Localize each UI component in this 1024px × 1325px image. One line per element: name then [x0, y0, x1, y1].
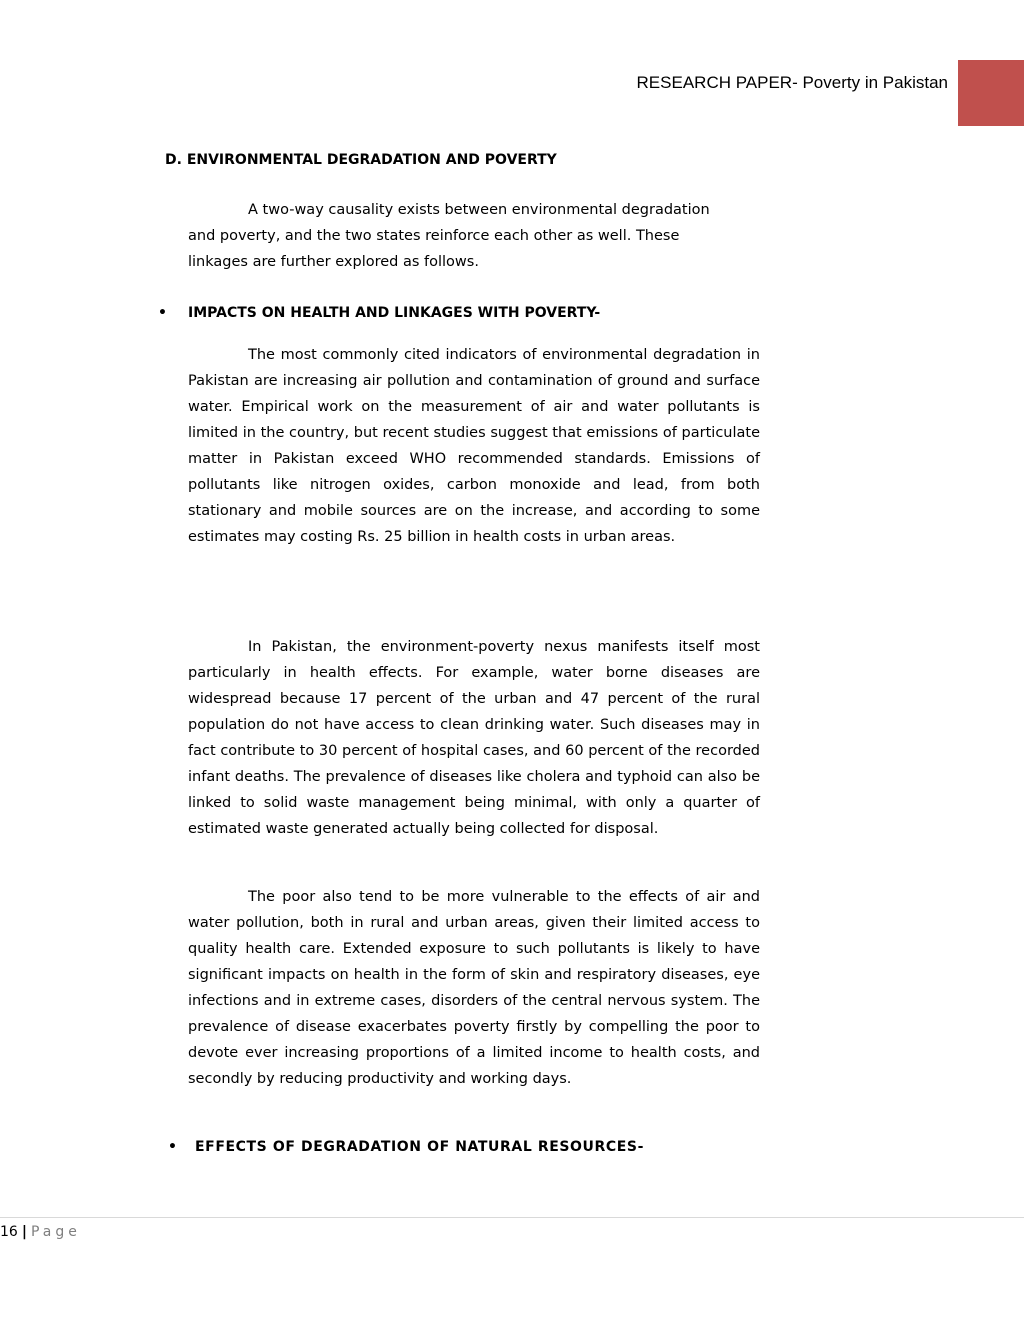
- bullet-label: IMPACTS ON HEALTH AND LINKAGES WITH POVERTY-: [188, 305, 601, 321]
- section-heading: D. ENVIRONMENTAL DEGRADATION AND POVERTY: [165, 152, 557, 168]
- footer-separator: |: [21, 1224, 27, 1240]
- header-title: RESEARCH PAPER- Poverty in Pakistan: [636, 73, 948, 92]
- body-paragraph: In Pakistan, the environment-poverty nexus manifests itself most particularly in health effects. For example, water borne diseases are widespread because 17 percent of the urban and 47 percent of the rural population do not have access to clean drinking water. Such diseases may in fact contribute to 30 percent of hospital cases, and 60 percent of the recorded infant deaths. The prevalence of diseases like cholera and typhoid can also be linked to solid waste management being minimal, with only a quarter of estimated waste generated actually being collected for disposal.: [188, 639, 760, 837]
- intro-paragraph: A two-way causality exists between environmental degradation and poverty, and the two states reinforce each other as well. These linkages are further explored as follows.: [188, 202, 710, 270]
- body-paragraph: The most commonly cited indicators of environmental degradation in Pakistan are increasing air pollution and contamination of ground and surface water. Empirical work on the measurement of air and water pollutants is limited in the country, but recent studies suggest that emissions of particulate matter in Pakistan exceed WHO recommended standards. Emissions of pollutants like nitrogen oxides, carbon monoxide and lead, from both stationary and mobile sources are on the increase, and according to some estimates may costing Rs. 25 billion in health costs in urban areas.: [188, 347, 760, 545]
- page-footer: [0, 1222, 81, 1242]
- bullet-effects-of-degradation: [168, 1137, 688, 1157]
- header-accent-block: [958, 60, 1024, 126]
- bullet-impacts-on-health: [158, 303, 658, 323]
- bullet-icon: •: [168, 1139, 178, 1155]
- page-number: 16: [0, 1224, 18, 1240]
- bullet-icon: •: [158, 305, 167, 321]
- page-word: Page: [30, 1224, 81, 1240]
- bullet-label: EFFECTS OF DEGRADATION OF NATURAL RESOURCES-: [195, 1139, 645, 1155]
- body-paragraph: The poor also tend to be more vulnerable to the effects of air and water pollution, both in rural and urban areas, given their limited access to quality health care. Extended exposure to such pollutants is likely to have significant impacts on health in the form of skin and respiratory diseases, eye infections and in extreme cases, disorders of the central nervous system. The prevalence of disease exacerbates poverty firstly by compelling the poor to devote ever increasing proportions of a limited income to health costs, and secondly by reducing productivity and working days.: [188, 889, 760, 1087]
- footer-rule: [0, 1217, 1024, 1218]
